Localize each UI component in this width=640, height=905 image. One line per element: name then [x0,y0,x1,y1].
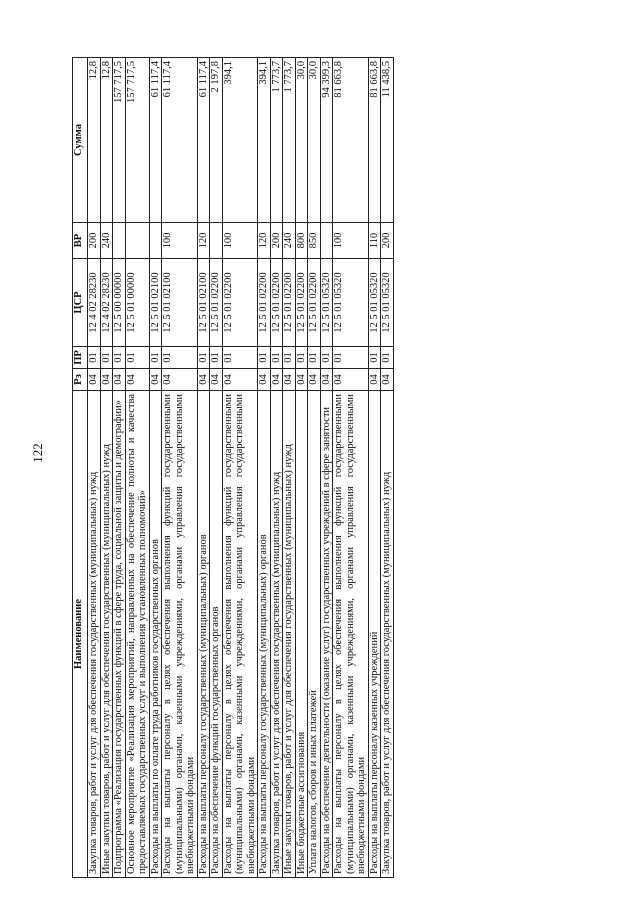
table-row [125,58,149,878]
cell-csr: 12 5 01 00000 [125,259,149,347]
cell-sum: 61 117,4 [149,58,162,223]
cell-name: Подпрограмма «Реализация государственных функций в сфере труда, социальной защиты и демографии» [113,391,126,878]
cell-sum: 61 117,4 [197,58,210,223]
cell-rz: 04 [368,369,381,391]
cell-vr: 800 [295,223,308,259]
cell-csr: 12 4 02 28230 [88,259,101,347]
cell-vr: 100 [333,223,369,259]
cell-sum: 81 663,8 [333,58,369,223]
cell-vr: 240 [100,223,113,259]
cell-csr: 12 4 02 28230 [100,259,113,347]
table-row [100,58,113,878]
table-row [113,58,126,878]
table-row [320,58,333,878]
cell-sum: 2 197,8 [210,58,223,223]
budget-table-sheet [72,58,592,878]
table-row [295,58,308,878]
cell-rz: 04 [100,369,113,391]
cell-name: Расходы на выплаты по оплате труда работников государственных органов [149,391,162,878]
cell-vr [320,223,333,259]
cell-vr: 200 [88,223,101,259]
cell-csr: 12 5 01 02200 [270,259,283,347]
cell-rz: 04 [283,369,296,391]
cell-name: Расходы на выплаты персоналу в целях обеспечения выполнения функций государственными (муниципальными) органами, казенными учреждениями, органами управления государственными внебюджетными фондами [222,391,258,878]
cell-rz: 04 [270,369,283,391]
cell-sum: 1 773,7 [270,58,283,223]
cell-name: Расходы на обеспечение функций государственных органов [210,391,223,878]
table-row [270,58,283,878]
cell-name: Закупка товаров, работ и услуг для обеспечения государственных (муниципальных) нужд [381,391,394,878]
cell-csr: 12 5 01 02200 [258,259,271,347]
cell-sum: 394,1 [258,58,271,223]
cell-csr: 12 5 01 02200 [308,259,321,347]
table-header-row [73,58,88,878]
cell-rz: 04 [210,369,223,391]
cell-pr: 01 [368,347,381,369]
cell-name: Расходы на выплаты персоналу казенных учреждений [368,391,381,878]
table-row [381,58,394,878]
cell-rz: 04 [197,369,210,391]
cell-sum: 11 438,5 [381,58,394,223]
cell-name: Расходы на выплаты персоналу государственных (муниципальных) органов [197,391,210,878]
cell-pr: 01 [100,347,113,369]
cell-csr: 12 5 00 00000 [113,259,126,347]
cell-csr: 12 5 01 05320 [368,259,381,347]
cell-rz: 04 [125,369,149,391]
header-csr: ЦСР [73,259,88,347]
cell-pr: 01 [88,347,101,369]
table-row [149,58,162,878]
cell-sum: 30,0 [308,58,321,223]
header-name: Наименование [73,391,88,878]
cell-rz: 04 [295,369,308,391]
cell-rz: 04 [113,369,126,391]
cell-pr: 01 [149,347,162,369]
cell-name: Расходы на выплаты персоналу в целях обеспечения выполнения функций государственными (муниципальными) органами, казенными учреждениями, органами управления государственными внебюджетными фондами [162,391,198,878]
cell-csr: 12 5 01 02100 [149,259,162,347]
cell-pr: 01 [283,347,296,369]
cell-sum: 30,0 [295,58,308,223]
cell-rz: 04 [381,369,394,391]
table-row [210,58,223,878]
cell-sum: 157 717,5 [125,58,149,223]
cell-sum: 157 717,5 [113,58,126,223]
cell-sum: 12,8 [88,58,101,223]
header-vr: ВР [73,223,88,259]
cell-pr: 01 [125,347,149,369]
cell-vr: 120 [197,223,210,259]
cell-sum: 81 663,8 [368,58,381,223]
cell-csr: 12 5 01 02100 [197,259,210,347]
table-row [333,58,369,878]
cell-vr [210,223,223,259]
cell-pr: 01 [308,347,321,369]
cell-csr: 12 5 01 02200 [283,259,296,347]
cell-csr: 12 5 01 05320 [381,259,394,347]
cell-pr: 01 [197,347,210,369]
budget-table [72,57,394,878]
cell-name: Расходы на выплаты персоналу в целях обеспечения выполнения функций государственными (муниципальными) органами, казенными учреждениями, органами управления государственными внебюджетными фондами [333,391,369,878]
cell-pr: 01 [113,347,126,369]
cell-sum: 12,8 [100,58,113,223]
cell-vr: 240 [283,223,296,259]
cell-csr: 12 5 01 02200 [210,259,223,347]
cell-name: Закупка товаров, работ и услуг для обеспечения государственных (муниципальных) нужд [88,391,101,878]
cell-pr: 01 [258,347,271,369]
cell-vr: 850 [308,223,321,259]
header-rz: Рз [73,369,88,391]
cell-pr: 01 [320,347,333,369]
cell-rz: 04 [258,369,271,391]
cell-pr: 01 [222,347,258,369]
cell-csr: 12 5 01 02200 [295,259,308,347]
cell-pr: 01 [295,347,308,369]
cell-rz: 04 [320,369,333,391]
cell-vr: 110 [368,223,381,259]
cell-vr: 200 [381,223,394,259]
header-pr: ПР [73,347,88,369]
table-row [222,58,258,878]
cell-vr: 100 [222,223,258,259]
header-sum: Сумма [73,58,88,223]
cell-name: Основное мероприятие «Реализация мероприятий, направленных на обеспечение полноты и качества предоставляемых государственных услуг и выполнения установленных полномочий» [125,391,149,878]
cell-rz: 04 [162,369,198,391]
table-body [88,58,394,878]
cell-rz: 04 [308,369,321,391]
cell-vr [125,223,149,259]
cell-pr: 01 [210,347,223,369]
cell-pr: 01 [270,347,283,369]
cell-rz: 04 [88,369,101,391]
table-row [308,58,321,878]
page-number: 122 [30,443,45,463]
cell-pr: 01 [333,347,369,369]
cell-sum: 61 117,4 [162,58,198,223]
cell-rz: 04 [222,369,258,391]
cell-vr: 200 [270,223,283,259]
cell-rz: 04 [149,369,162,391]
cell-name: Уплата налогов, сборов и иных платежей [308,391,321,878]
cell-rz: 04 [333,369,369,391]
cell-vr: 100 [162,223,198,259]
cell-name: Иные закупки товаров, работ и услуг для обеспечения государственных (муниципальных) нужд [100,391,113,878]
cell-sum: 94 399,3 [320,58,333,223]
table-row [88,58,101,878]
cell-csr: 12 5 01 02100 [162,259,198,347]
cell-csr: 12 5 01 05320 [320,259,333,347]
table-row [197,58,210,878]
cell-vr: 120 [258,223,271,259]
cell-sum: 1 773,7 [283,58,296,223]
cell-name: Иные закупки товаров, работ и услуг для обеспечения государственных (муниципальных) нужд [283,391,296,878]
cell-name: Закупка товаров, работ и услуг для обеспечения государственных (муниципальных) нужд [270,391,283,878]
cell-name: Расходы на выплаты персоналу государственных (муниципальных) органов [258,391,271,878]
cell-csr: 12 5 01 05320 [333,259,369,347]
cell-vr [113,223,126,259]
cell-name: Расходы на обеспечение деятельности (оказание услуг) государственных учреждений в сфере занятости [320,391,333,878]
table-row [258,58,271,878]
cell-name: Иные бюджетные ассигнования [295,391,308,878]
table-row [162,58,198,878]
cell-pr: 01 [381,347,394,369]
table-row [283,58,296,878]
table-row [368,58,381,878]
cell-pr: 01 [162,347,198,369]
cell-sum: 394,1 [222,58,258,223]
cell-vr [149,223,162,259]
cell-csr: 12 5 01 02200 [222,259,258,347]
